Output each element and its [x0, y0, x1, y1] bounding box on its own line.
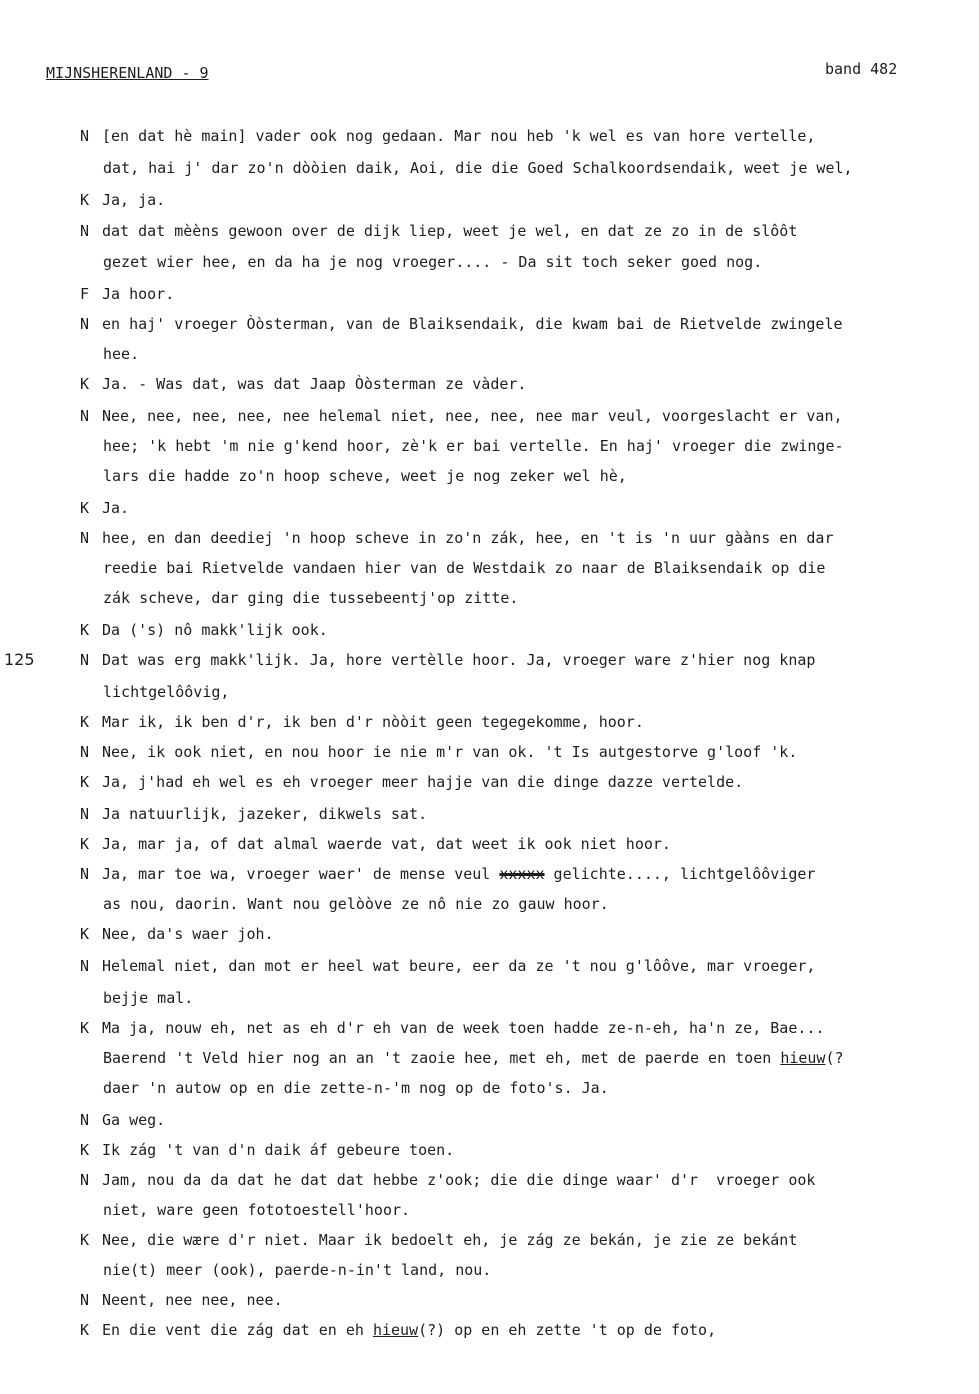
speaker-label: F: [80, 285, 90, 303]
speaker-label: N: [80, 127, 90, 145]
utterance-text: Ja, ja.: [102, 191, 166, 209]
transcript-line: [80, 284, 970, 304]
speaker-label: K: [80, 499, 90, 517]
utterance-text: en haj' vroeger Òòsterman, van de Blaiksendaik, die kwam bai de Rietvelde zwingele: [102, 315, 843, 333]
transcript-line: [80, 804, 970, 824]
transcript-line: [80, 956, 970, 976]
utterance-text: Neent, nee nee, nee.: [102, 1291, 283, 1309]
utterance-text: Ja. - Was dat, was dat Jaap Òòsterman ze vàder.: [102, 375, 527, 393]
speaker-label: N: [80, 865, 90, 883]
transcript-line: [80, 528, 970, 548]
speaker-label: N: [80, 743, 90, 761]
utterance-text-continued: gelichte...., lichtgelôôviger: [544, 865, 816, 883]
utterance-text: hee, en dan deediej 'n hoop scheve in zo'n zák, hee, en 't is 'n uur gààns en dar: [102, 529, 834, 547]
transcript-continuation-line: [103, 344, 979, 364]
transcript-line: [80, 1290, 970, 1310]
utterance-text: Ja, mar ja, of dat almal waerde vat, dat weet ik ook niet hoor.: [102, 835, 671, 853]
utterance-text: Ja natuurlijk, jazeker, dikwels sat.: [102, 805, 428, 823]
utterance-text: hee; 'k hebt 'm nie g'kend hoor, zè'k er bai vertelle. En haj' vroeger die zwinge-: [103, 437, 844, 455]
transcript-line: [80, 1140, 970, 1160]
speaker-label: K: [80, 1321, 90, 1339]
transcript-continuation-line: [103, 1200, 979, 1220]
speaker-label: N: [80, 1111, 90, 1129]
transcript-line: [80, 498, 970, 518]
utterance-text: Helemal niet, dan mot er heel wat beure, eer da ze 't nou g'lôôve, mar vroeger,: [102, 957, 816, 975]
transcript-line: [4, 650, 970, 670]
transcript-line: [80, 406, 970, 426]
utterance-text: zák scheve, dar ging die tussebeentj'op zitte.: [103, 589, 519, 607]
transcript-line: [80, 620, 970, 640]
speaker-label: K: [80, 1019, 90, 1037]
transcript-line: [80, 1230, 970, 1250]
speaker-label: K: [80, 1231, 90, 1249]
transcript-line: [80, 1018, 970, 1038]
speaker-label: K: [80, 375, 90, 393]
transcript-continuation-line: [103, 558, 979, 578]
utterance-text: daer 'n autow op en die zette-n-'m nog op de foto's. Ja.: [103, 1079, 609, 1097]
utterance-text: Ga weg.: [102, 1111, 166, 1129]
transcript-line: [80, 924, 970, 944]
utterance-text: Nee, die wære d'r niet. Maar ik bedoelt eh, je zág ze bekán, je zie ze bekánt: [102, 1231, 798, 1249]
speaker-label: N: [80, 651, 90, 669]
utterance-text: [en dat hè main] vader ook nog gedaan. Mar nou heb 'k wel es van hore vertelle,: [102, 127, 816, 145]
utterance-text: as nou, daorin. Want nou gelòòve ze nô nie zo gauw hoor.: [103, 895, 609, 913]
utterance-text: bejje mal.: [103, 989, 194, 1007]
utterance-text: Ja.: [102, 499, 130, 517]
transcript-line: [80, 221, 970, 241]
utterance-text: lichtgelôôvig,: [103, 683, 230, 701]
transcript-continuation-line: [103, 1078, 979, 1098]
utterance-text: dat, hai j' dar zo'n dòòien daik, Aoi, die die Goed Schalkoordsendaik, weet je wel,: [103, 159, 853, 177]
utterance-text: Mar ik, ik ben d'r, ik ben d'r nòòit geen tegegekomme, hoor.: [102, 713, 644, 731]
speaker-label: N: [80, 315, 90, 333]
utterance-text: Ja, j'had eh wel es eh vroeger meer hajje van die dinge dazze vertelde.: [102, 773, 744, 791]
speaker-label: K: [80, 835, 90, 853]
utterance-text: Ja, mar toe wa, vroeger waer' de mense veul: [102, 865, 500, 883]
utterance-text: Nee, nee, nee, nee, nee helemal niet, nee, nee, nee mar veul, voorgeslacht er van,: [102, 407, 843, 425]
speaker-label: N: [80, 805, 90, 823]
speaker-label: K: [80, 713, 90, 731]
transcript-continuation-line: [103, 588, 979, 608]
transcript-continuation-line: [103, 1260, 979, 1280]
utterance-text: gezet wier hee, en da ha je nog vroeger.... - Da sit toch seker goed nog.: [103, 253, 763, 271]
page-header-title: MIJNSHERENLAND - 9: [46, 64, 209, 82]
transcript-line: [80, 1170, 970, 1190]
utterance-text: lars die hadde zo'n hoop scheve, weet je nog zeker wel hè,: [103, 467, 627, 485]
speaker-label: N: [80, 529, 90, 547]
utterance-text: dat dat mèèns gewoon over de dijk liep, weet je wel, en dat ze zo in de slôôt: [102, 222, 798, 240]
utterance-text: Ja hoor.: [102, 285, 175, 303]
utterance-text: Ik zág 't van d'n daik áf gebeure toen.: [102, 1141, 455, 1159]
page-header-band: band 482: [825, 60, 898, 78]
transcript-line: [80, 834, 970, 854]
transcript-line: [80, 190, 970, 210]
transcript-line: [80, 712, 970, 732]
utterance-text: nie(t) meer (ook), paerde-n-in't land, nou.: [103, 1261, 492, 1279]
utterance-text: reedie bai Rietvelde vandaen hier van de Westdaik zo naar de Blaiksendaik op die: [103, 559, 826, 577]
transcript-line: [80, 772, 970, 792]
utterance-text: Nee, ik ook niet, en nou hoor ie nie m'r van ok. 't Is autgestorve g'loof 'k.: [102, 743, 798, 761]
transcript-line: [80, 374, 970, 394]
transcript-line: [80, 126, 970, 146]
transcript-continuation-line: [103, 988, 979, 1008]
utterance-text-continued: (?: [825, 1049, 844, 1067]
transcript-line: [80, 742, 970, 762]
utterance-text: En die vent die zág dat en eh: [102, 1321, 373, 1339]
transcript-line: [80, 1320, 970, 1340]
transcript-continuation-line: [103, 252, 979, 272]
speaker-label: N: [80, 222, 90, 240]
speaker-label: N: [80, 1291, 90, 1309]
utterance-text: hee.: [103, 345, 140, 363]
speaker-label: K: [80, 191, 90, 209]
struck-out-word: xxxxx: [499, 865, 545, 883]
underlined-word: hieuw: [372, 1321, 419, 1339]
transcript-continuation-line: [103, 436, 979, 456]
transcript-continuation-line: [103, 1048, 979, 1068]
speaker-label: N: [80, 957, 90, 975]
underlined-word: hieuw: [780, 1049, 826, 1067]
transcript-continuation-line: [103, 894, 979, 914]
utterance-text: Baerend 't Veld hier nog an an 't zaoie hee, met eh, met de paerde en toen: [103, 1049, 781, 1067]
transcript-continuation-line: [103, 466, 979, 486]
transcript-continuation-line: [103, 682, 979, 702]
transcript-line: [80, 314, 970, 334]
utterance-text: Jam, nou da da dat he dat dat hebbe z'ook; die die dinge waar' d'r vroeger ook: [102, 1171, 816, 1189]
utterance-text: Nee, da's waer joh.: [102, 925, 274, 943]
speaker-label: N: [80, 407, 90, 425]
utterance-text: niet, ware geen fototoestell'hoor.: [103, 1201, 411, 1219]
speaker-label: K: [80, 621, 90, 639]
transcript-continuation-line: [103, 158, 979, 178]
line-number: 125: [4, 650, 35, 669]
utterance-text: Da ('s) nô makk'lijk ook.: [102, 621, 328, 639]
transcript-line: [80, 864, 970, 884]
utterance-text-continued: (?) op en eh zette 't op de foto,: [418, 1321, 717, 1339]
speaker-label: K: [80, 1141, 90, 1159]
utterance-text: Dat was erg makk'lijk. Ja, hore vertèlle hoor. Ja, vroeger ware z'hier nog knap: [102, 651, 816, 669]
utterance-text: Ma ja, nouw eh, net as eh d'r eh van de week toen hadde ze-n-eh, ha'n ze, Bae...: [102, 1019, 825, 1037]
speaker-label: K: [80, 773, 90, 791]
speaker-label: N: [80, 1171, 90, 1189]
transcript-line: [80, 1110, 970, 1130]
speaker-label: K: [80, 925, 90, 943]
